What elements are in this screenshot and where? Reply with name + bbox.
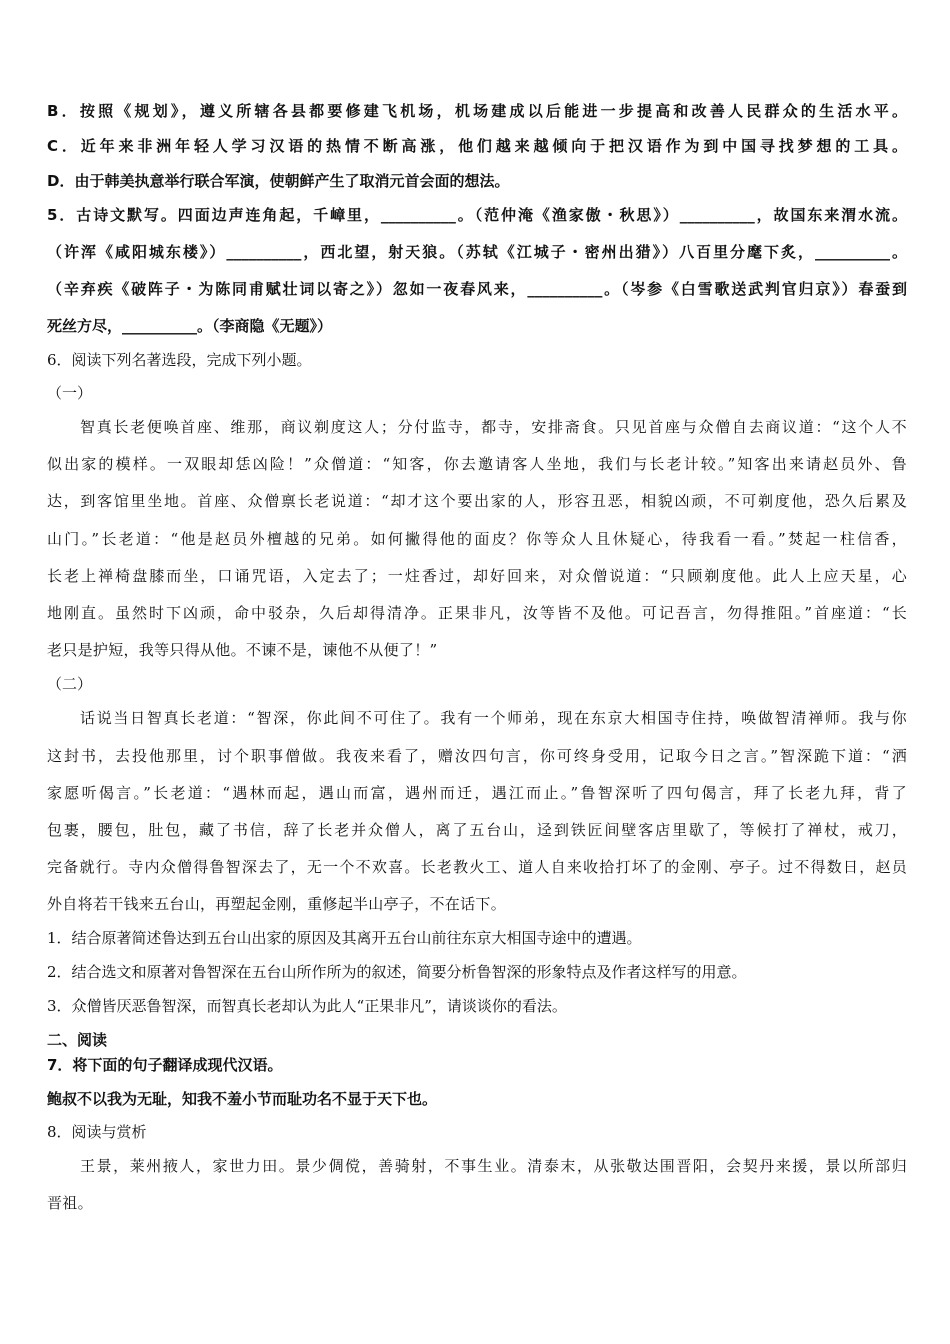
q6-p1-line-7: 老只是护短，我等只得从他。不谏不是，谏他不从便了！” bbox=[47, 641, 438, 659]
q5-line-4: 死丝方尽，__________。（李商隐《无题》） bbox=[47, 317, 333, 335]
option-b: B．按照《规划》，遵义所辖各县都要修建飞机场，机场建成以后能进一步提高和改善人民群众的生活水平。 bbox=[47, 102, 907, 120]
q5-line-2: （许浑《咸阳城东楼》）__________，西北望，射天狼。（苏轼《江城子・密州出猎》）八百里分麾下炙，__________。 bbox=[47, 243, 907, 261]
q6-p1-line-1: 智真长老便唤首座、维那，商议剃度这人；分付监寺，都寺，安排斋食。只见首座与众僧自去商议道：“这个人不 bbox=[80, 418, 907, 436]
q6-sub-2: 2．结合选文和原著对鲁智深在五台山所作所为的叙述，简要分析鲁智深的形象特点及作者这样写的用意。 bbox=[47, 963, 747, 981]
q6-part1-label: （一） bbox=[47, 384, 93, 402]
q5-line-3: （辛弃疾《破阵子・为陈同甫赋壮词以寄之》）忽如一夜春风来，__________。（岑参《白雪歌送武判官归京》）春蚕到 bbox=[47, 280, 907, 298]
q6-p1-line-6: 地刚直。虽然时下凶顽，命中驳杂，久后却得清净。正果非凡，汝等皆不及他。可记吾言，勿得推阻。”首座道：“长 bbox=[47, 604, 907, 622]
q7-stem: 7．将下面的句子翻译成现代汉语。 bbox=[47, 1056, 283, 1074]
q6-sub-1: 1．结合原著简述鲁达到五台山出家的原因及其离开五台山前往东京大相国寺途中的遭遇。 bbox=[47, 929, 642, 947]
q6-p1-line-2: 似出家的模样。一双眼却恁凶险！”众僧道：“知客，你去邀请客人坐地，我们与长老计较。”知客出来请赵员外、鲁 bbox=[47, 455, 907, 473]
q6-p2-line-3: 家愿听偈言。”长老道：“遇林而起，遇山而富，遇州而迁，遇江而止。”鲁智深听了四句偈言，拜了长老九拜，背了 bbox=[47, 784, 907, 802]
q6-p2-line-6: 外自将若干钱来五台山，再塑起金刚，重修起半山亭子，不在话下。 bbox=[47, 895, 507, 913]
q8-line-2: 晋祖。 bbox=[47, 1194, 93, 1212]
q5-line-1: 5．古诗文默写。四面边声连角起，千嶂里，__________。（范仲淹《渔家傲・秋思》）__________，故国东来渭水流。 bbox=[47, 206, 907, 224]
q6-p2-line-5: 完备就行。寺内众僧得鲁智深去了，无一个不欢喜。长老教火工、道人自来收拾打坏了的金刚、亭子。过不得数日，赵员 bbox=[47, 858, 907, 876]
option-c: C．近年来非洲年轻人学习汉语的热情不断高涨，他们越来越倾向于把汉语作为到中国寻找梦想的工具。 bbox=[47, 137, 907, 155]
q8-line-1: 王景，莱州掖人，家世力田。景少倜傥，善骑射，不事生业。清泰末，从张敬达围晋阳，会契丹来援，景以所部归 bbox=[80, 1157, 907, 1175]
q6-sub-3: 3．众僧皆厌恶鲁智深，而智真长老却认为此人“正果非凡”，请谈谈你的看法。 bbox=[47, 997, 567, 1015]
q6-p1-line-3: 达，到客馆里坐地。首座、众僧禀长老说道：“却才这个要出家的人，形容丑恶，相貌凶顽，不可剃度他，恐久后累及 bbox=[47, 492, 907, 510]
q6-p2-line-2: 这封书，去投他那里，讨个职事僧做。我夜来看了，赠汝四句言，你可终身受用，记取今日之言。”智深跪下道：“洒 bbox=[47, 747, 907, 765]
q6-p2-line-4: 包裹，腰包，肚包，藏了书信，辞了长老并众僧人，离了五台山，迳到铁匠间壁客店里歇了，等候打了禅杖，戒刀， bbox=[47, 821, 907, 839]
option-d: D．由于韩美执意举行联合军演，使朝鲜产生了取消元首会面的想法。 bbox=[47, 172, 510, 190]
q6-p1-line-4: 山门。”长老道：“他是赵员外檀越的兄弟。如何撇得他的面皮？你等众人且休疑心，待我看一看。”焚起一柱信香， bbox=[47, 530, 907, 548]
q7-sentence: 鲍叔不以我为无耻，知我不羞小节而耻功名不显于天下也。 bbox=[47, 1090, 438, 1108]
section-2-title: 二、阅读 bbox=[47, 1031, 108, 1049]
q6-part2-label: （二） bbox=[47, 675, 93, 693]
q8-stem: 8．阅读与赏析 bbox=[47, 1123, 147, 1141]
q6-p1-line-5: 长老上禅椅盘膝而坐，口诵咒语，入定去了；一炷香过，却好回来，对众僧说道：“只顾剃度他。此人上应天星，心 bbox=[47, 567, 907, 585]
q6-p2-line-1: 话说当日智真长老道：“智深，你此间不可住了。我有一个师弟，现在东京大相国寺住持，唤做智清禅师。我与你 bbox=[80, 709, 907, 727]
q6-stem: 6．阅读下列名著选段，完成下列小题。 bbox=[47, 351, 312, 369]
